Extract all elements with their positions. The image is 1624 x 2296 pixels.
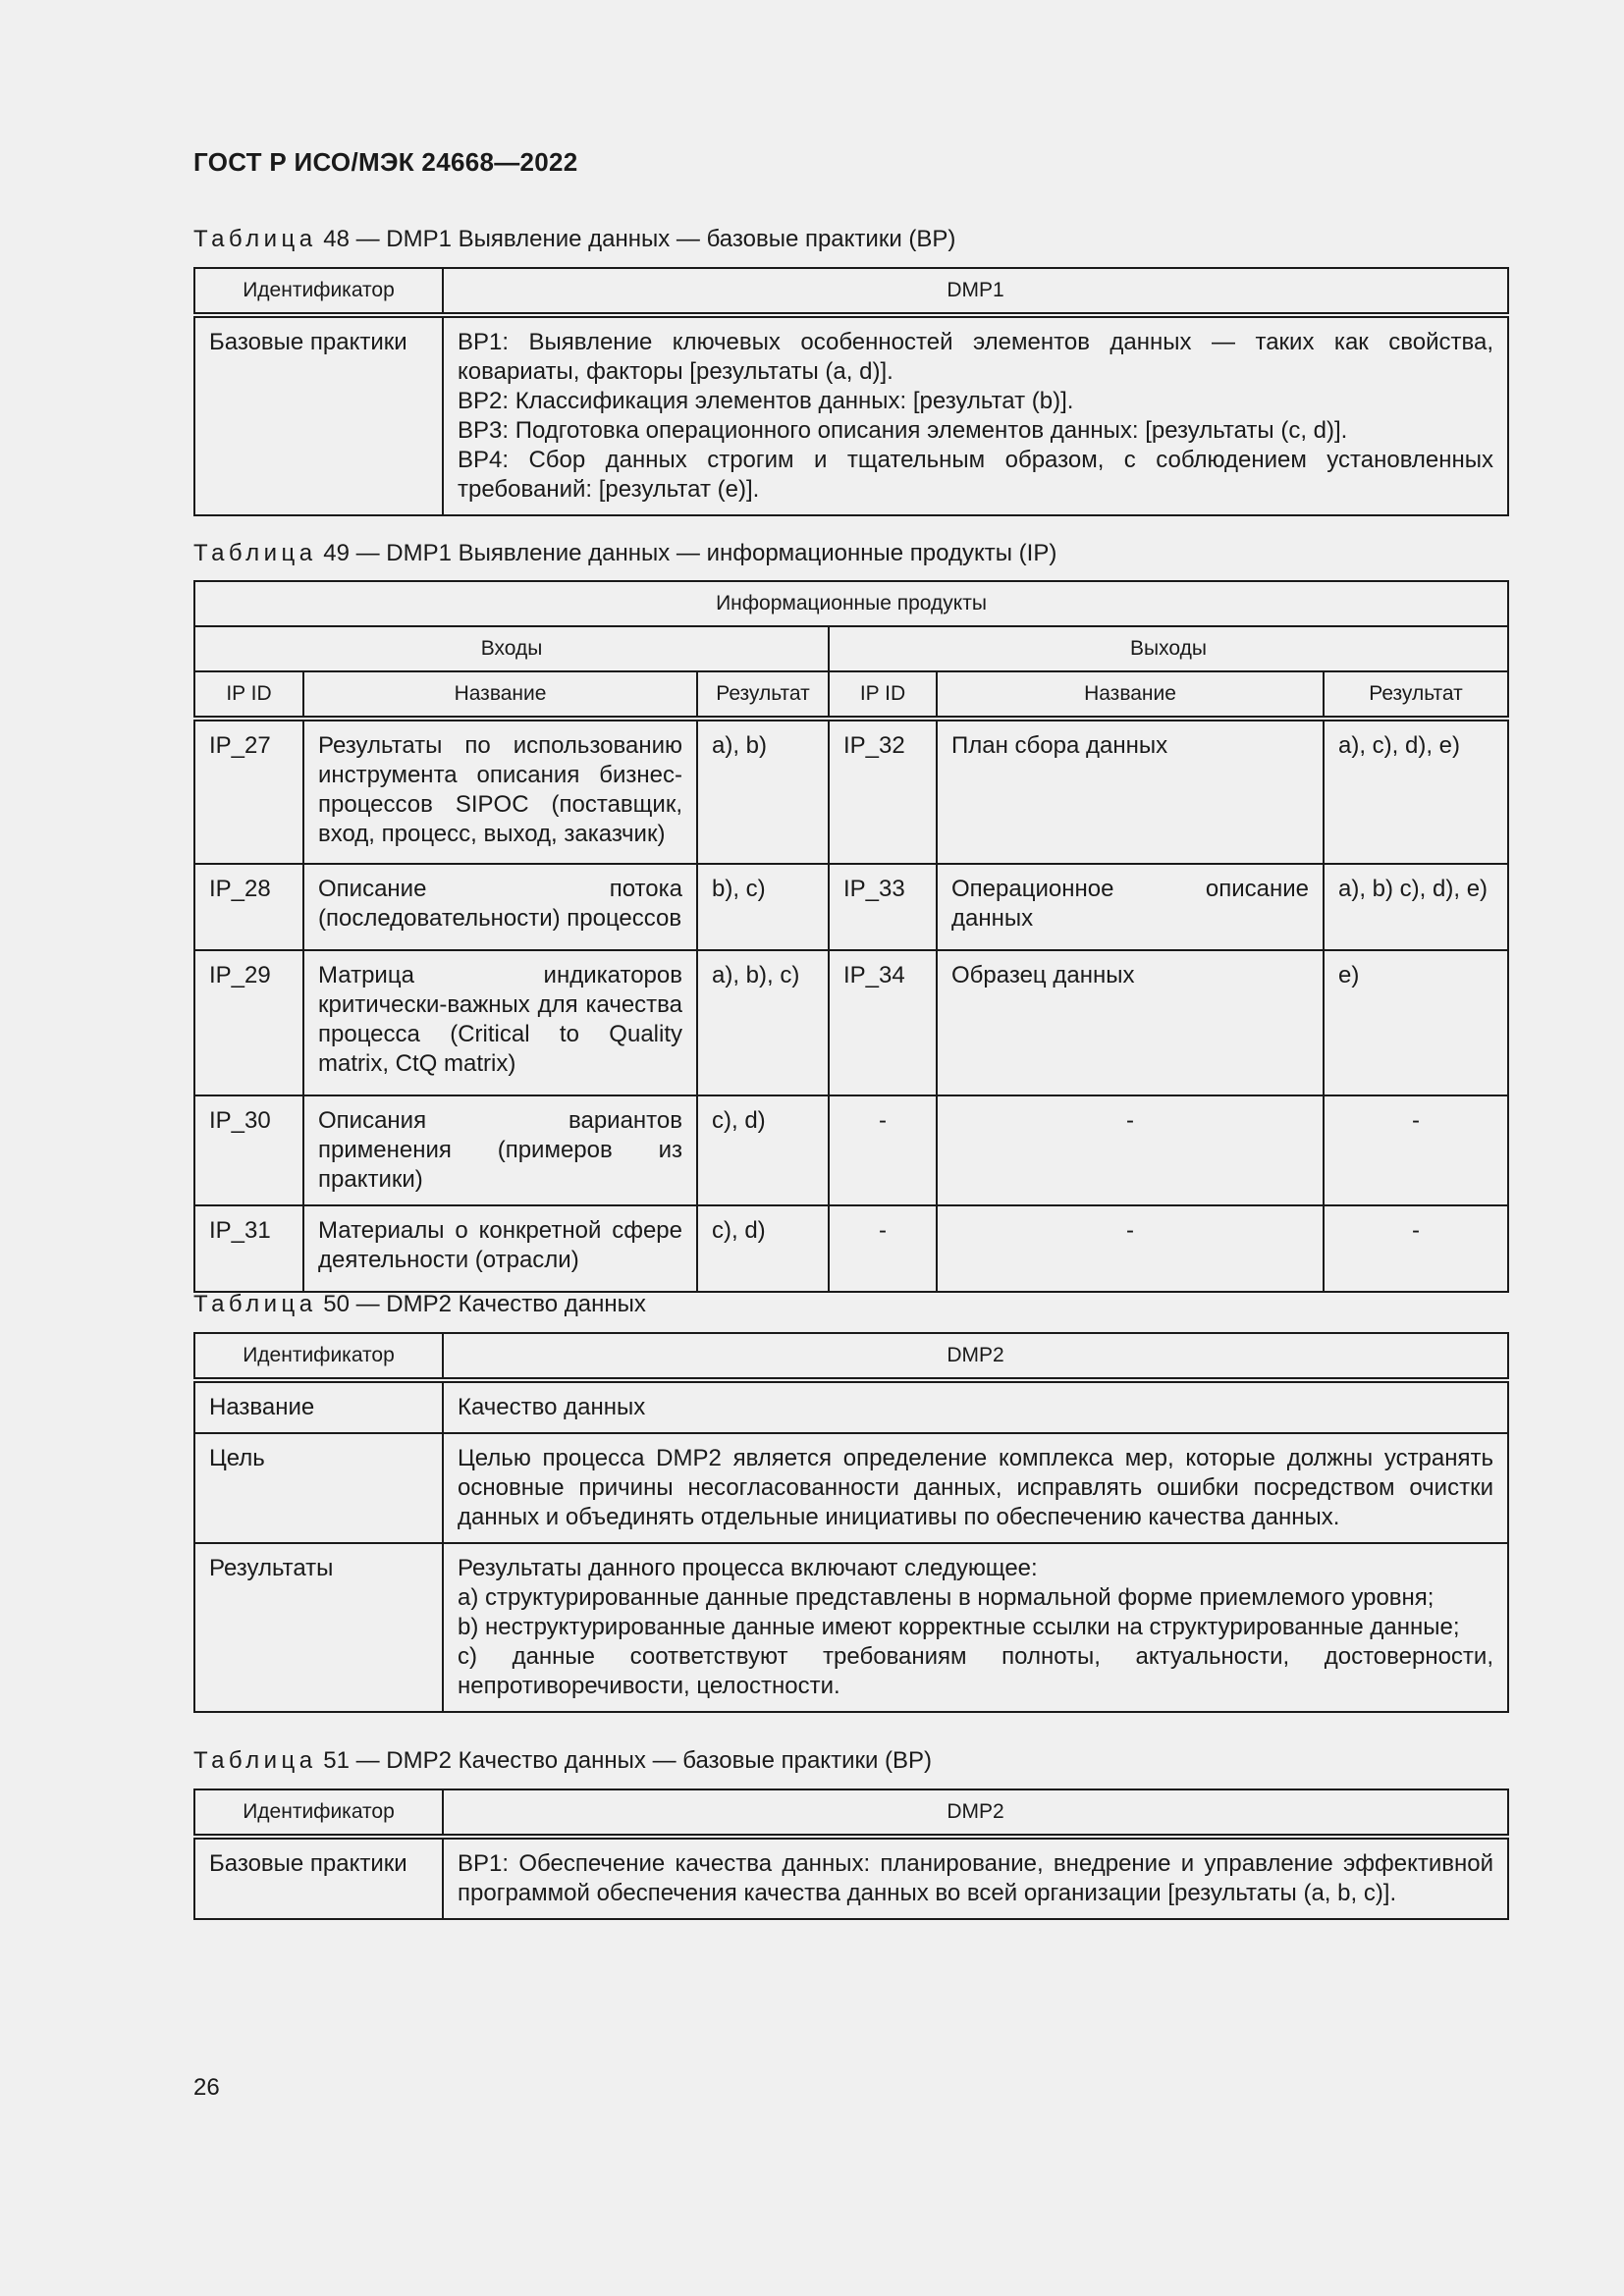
in-name: Результаты по использованию инструмента описания бизнес-процессов SIPOC (поставщик, вход, процесс, выход, заказчик) bbox=[303, 719, 697, 864]
name-value: Качество данных bbox=[443, 1380, 1508, 1433]
table-50-caption: Таблица 50 — DMP2 Качество данных bbox=[193, 1291, 646, 1317]
table-49-inputs-header: Входы bbox=[194, 626, 829, 671]
col-result: Результат bbox=[697, 671, 829, 719]
table-48-caption: Таблица 48 — DMP1 Выявление данных — базовые практики (BP) bbox=[193, 226, 956, 252]
results-cell bbox=[443, 1543, 1508, 1712]
table-51-caption: Таблица 51 — DMP2 Качество данных — базовые практики (BP) bbox=[193, 1747, 933, 1774]
out-result: a), b) c), d), e) bbox=[1324, 864, 1508, 950]
col-name: Название bbox=[937, 671, 1324, 719]
result-item: a) структурированные данные представлены в нормальной форме приемлемого уровня; bbox=[458, 1584, 1435, 1611]
table-row bbox=[194, 864, 1508, 950]
results-label: Результаты bbox=[194, 1543, 443, 1712]
page-number: 26 bbox=[193, 2074, 220, 2101]
goal-value: Целью процесса DMP2 является определение комплекса мер, которые должны устранять основные причины несогласованности данных, исправлять ошибки посредством очистки данных и объединять отдельные инициативы по обеспечению качества данных. bbox=[443, 1433, 1508, 1543]
out-id: - bbox=[829, 1095, 937, 1205]
in-result: c), d) bbox=[697, 1205, 829, 1292]
in-id: IP_30 bbox=[194, 1095, 303, 1205]
col-name: Название bbox=[303, 671, 697, 719]
table-49-caption: Таблица 49 — DMP1 Выявление данных — информационные продукты (IP) bbox=[193, 540, 1057, 566]
out-id: - bbox=[829, 1205, 937, 1292]
out-name: - bbox=[937, 1205, 1324, 1292]
out-result: - bbox=[1324, 1205, 1508, 1292]
out-name: - bbox=[937, 1095, 1324, 1205]
goal-label: Цель bbox=[194, 1433, 443, 1543]
table-50-header-dmp: DMP2 bbox=[443, 1333, 1508, 1380]
table-row bbox=[194, 719, 1508, 864]
bp-item: BP3: Подготовка операционного описания элементов данных: [результаты (c, d)]. bbox=[458, 417, 1348, 444]
table-51-bp1: BP1: Обеспечение качества данных: планирование, внедрение и управление эффективной программой обеспечения качества данных во всей организации [результаты (a, b, c)]. bbox=[443, 1837, 1508, 1919]
table-row bbox=[194, 950, 1508, 1095]
table-48 bbox=[193, 267, 1509, 516]
table-49 bbox=[193, 580, 1509, 1293]
table-49-title: Информационные продукты bbox=[194, 581, 1508, 626]
table-51-header-dmp: DMP2 bbox=[443, 1789, 1508, 1837]
bp-item: BP2: Классификация элементов данных: [результат (b)]. bbox=[458, 388, 1074, 414]
out-result: e) bbox=[1324, 950, 1508, 1095]
table-51 bbox=[193, 1789, 1509, 1920]
table-50 bbox=[193, 1332, 1509, 1713]
out-name: Образец данных bbox=[937, 950, 1324, 1095]
table-row bbox=[194, 1205, 1508, 1292]
in-id: IP_29 bbox=[194, 950, 303, 1095]
in-id: IP_27 bbox=[194, 719, 303, 864]
document-header: ГОСТ Р ИСО/МЭК 24668—2022 bbox=[193, 147, 578, 177]
table-48-header-dmp: DMP1 bbox=[443, 268, 1508, 315]
in-id: IP_31 bbox=[194, 1205, 303, 1292]
in-name: Матрица индикаторов критически-важных для качества процесса (Critical to Quality matrix, CtQ matrix) bbox=[303, 950, 697, 1095]
out-name: Операционное описание данных bbox=[937, 864, 1324, 950]
in-name: Материалы о конкретной сфере деятельности (отрасли) bbox=[303, 1205, 697, 1292]
bp-item: BP1: Выявление ключевых особенностей элементов данных — таких как свойства, ковариаты, факторы [результаты (a, d)]. bbox=[458, 329, 1493, 385]
out-result: a), c), d), e) bbox=[1324, 719, 1508, 864]
in-id: IP_28 bbox=[194, 864, 303, 950]
out-name: План сбора данных bbox=[937, 719, 1324, 864]
col-ipid: IP ID bbox=[194, 671, 303, 719]
out-id: IP_34 bbox=[829, 950, 937, 1095]
results-intro: Результаты данного процесса включают следующее: bbox=[458, 1555, 1038, 1581]
table-row bbox=[194, 1095, 1508, 1205]
in-result: a), b), c) bbox=[697, 950, 829, 1095]
name-label: Название bbox=[194, 1380, 443, 1433]
table-51-header-id: Идентификатор bbox=[194, 1789, 443, 1837]
col-result: Результат bbox=[1324, 671, 1508, 719]
in-name: Описание потока (последовательности) процессов bbox=[303, 864, 697, 950]
out-result: - bbox=[1324, 1095, 1508, 1205]
result-item: b) неструктурированные данные имеют корректные ссылки на структурированные данные; bbox=[458, 1614, 1460, 1640]
table-50-header-id: Идентификатор bbox=[194, 1333, 443, 1380]
table-48-header-id: Идентификатор bbox=[194, 268, 443, 315]
in-result: c), d) bbox=[697, 1095, 829, 1205]
in-result: a), b) bbox=[697, 719, 829, 864]
table-48-row-label: Базовые практики bbox=[194, 315, 443, 515]
bp-item: BP4: Сбор данных строгим и тщательным образом, с соблюдением установленных требований: [результат (e)]. bbox=[458, 447, 1493, 503]
out-id: IP_33 bbox=[829, 864, 937, 950]
col-ipid: IP ID bbox=[829, 671, 937, 719]
result-item: c) данные соответствуют требованиям полноты, актуальности, достоверности, непротиворечивости, целостности. bbox=[458, 1643, 1493, 1699]
in-result: b), c) bbox=[697, 864, 829, 950]
table-49-outputs-header: Выходы bbox=[829, 626, 1508, 671]
in-name: Описания вариантов применения (примеров из практики) bbox=[303, 1095, 697, 1205]
table-48-bp-cell bbox=[443, 315, 1508, 515]
table-51-row-label: Базовые практики bbox=[194, 1837, 443, 1919]
out-id: IP_32 bbox=[829, 719, 937, 864]
